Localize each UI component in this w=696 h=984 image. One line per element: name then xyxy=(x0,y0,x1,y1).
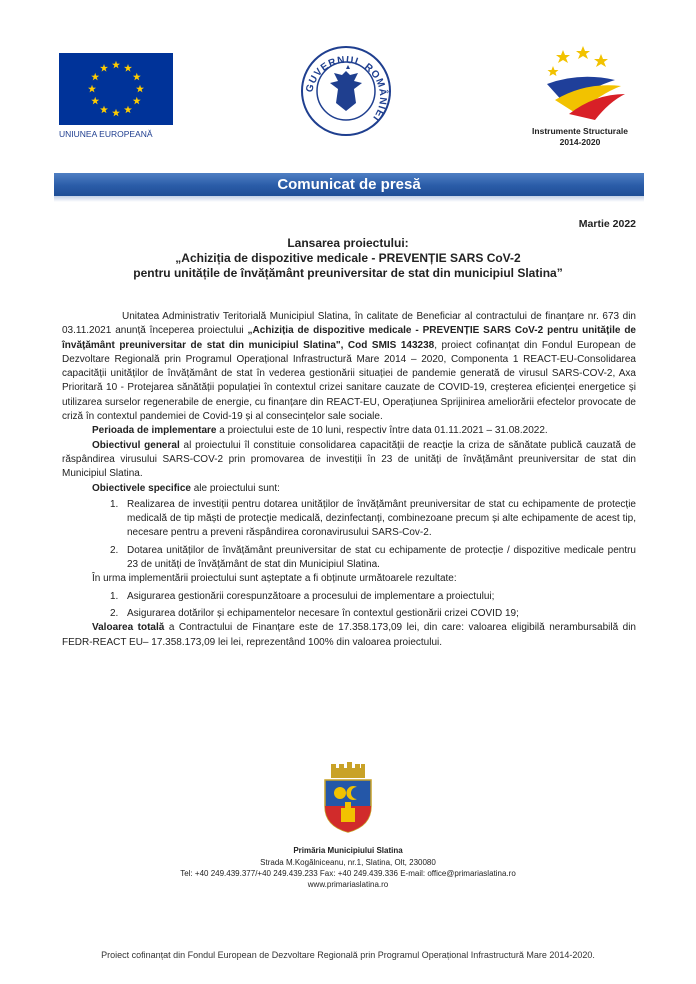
general-objective-label: Obiectivul general xyxy=(92,439,180,451)
list-number: 2. xyxy=(110,607,119,619)
objectives-list xyxy=(92,498,636,572)
title-line2: „Achiziția de dispozitive medicale - PREVENȚIE SARS CoV-2 xyxy=(175,251,521,265)
structural-instruments-icon xyxy=(525,42,635,122)
coat-of-arms-icon xyxy=(319,762,377,834)
project-name: „Achiziția de dispozitive medicale - PREVENȚIE SARS CoV-2 pentru unitățile de învățământ preuniversitar de stat din municipiul Slatina", Cod SMIS 143238 xyxy=(62,325,636,351)
results-list xyxy=(92,590,636,622)
cofinancing-note: Proiect cofinanțat din Fondul European de Dezvoltare Regională prin Programul Operațional Infrastructură Mare 2014-2020. xyxy=(101,950,595,960)
eu-logo xyxy=(57,53,175,145)
footer-website[interactable]: www.primariaslatina.ro xyxy=(307,880,389,889)
is-label-line2: 2014-2020 xyxy=(559,137,601,147)
list-item xyxy=(92,544,636,573)
list-text: Realizarea de investiții pentru dotarea unităților de învățământ preuniversitar de stat cu echipamente de protecție medicală de tip măști de protecție medicală, dezinfectanți, combinezoane precum și alte echipamente de acest tip, necesare pentru a preveni răspândirea coronavirusului SARS-Cov-2. xyxy=(127,498,636,539)
results-intro: În urma implementării proiectului sunt așteptate a fi obținute următoarele rezultate: xyxy=(92,573,457,585)
specific-objectives-paragraph xyxy=(62,482,636,496)
implementation-text: a proiectului este de 10 luni, respectiv între data 01.11.2021 – 31.08.2022. xyxy=(216,425,548,437)
gov-arc-text xyxy=(300,45,392,137)
implementation-paragraph xyxy=(62,424,636,438)
intro-text-a: Unitatea Administrativ Teritorială Municipiul Slatina, în calitate de Beneficiar al contractului de finanțare nr. 673 din 03.11.2021 anunță începerea proiectului xyxy=(62,311,636,337)
title-line1: Lansarea proiectului: xyxy=(287,236,409,250)
is-label-line1: Instrumente Structurale xyxy=(532,126,628,136)
body-text xyxy=(62,310,636,650)
intro-paragraph xyxy=(62,310,636,424)
svg-text:GUVERNUL ROMÂNIEI: GUVERNUL ROMÂNIEI xyxy=(304,54,389,124)
title-line3: pentru unitățile de învățământ preuniversitar de stat din municipiul Slatina” xyxy=(133,266,563,280)
general-objective-paragraph xyxy=(62,439,636,482)
total-value-text: a Contractului de Finanțare este de 17.358.173,09 lei, din care: valoarea eligibilă nerambursabilă din FEDR-REACT EU– 17.358.173,09 lei lei, reprezentând 100% din valoarea proiectului. xyxy=(62,622,636,648)
footer-name: Primăria Municipiului Slatina xyxy=(293,846,403,855)
is-logo xyxy=(525,42,635,152)
slatina-coat-of-arms xyxy=(319,762,377,834)
footer-contact: Tel: +40 249.439.377/+40 249.439.233 Fax: +40 249.439.336 E-mail: office@primariaslatina.ro xyxy=(180,869,516,878)
banner-shadow xyxy=(54,196,644,202)
total-value-paragraph xyxy=(62,621,636,650)
list-item xyxy=(92,607,636,621)
list-item xyxy=(92,498,636,541)
list-item xyxy=(92,590,636,604)
specific-objectives-text: ale proiectului sunt: xyxy=(190,482,280,494)
gov-logo xyxy=(300,45,392,137)
footer-address: Strada M.Kogălniceanu, nr.1, Slatina, Olt, 230080 xyxy=(260,858,436,867)
list-number: 1. xyxy=(110,590,119,602)
release-date: Martie 2022 xyxy=(578,218,636,230)
specific-objectives-label: Obiectivele specifice xyxy=(92,482,191,494)
list-text: Asigurarea gestionării corespunzătoare a procesului de implementare a proiectului; xyxy=(127,590,495,602)
eu-label: UNIUNEA EUROPEANĂ xyxy=(59,129,153,139)
press-release-banner: Comunicat de presă xyxy=(54,173,644,196)
list-number: 1. xyxy=(110,498,119,510)
list-text: Asigurarea dotărilor și echipamentelor necesare în contextul gestionării crizei COVID 19; xyxy=(127,607,519,619)
implementation-label: Perioada de implementare xyxy=(92,425,217,437)
total-value-label: Valoarea totală xyxy=(92,622,165,634)
intro-text-c: , proiect cofinanțat din Fondul European de Dezvoltare Regională prin Programul Operațional Infrastructură Mare 2014 – 2020, Componenta 1 REACT-EU-Consolidarea capacității unităților de învățământ de stat în vederea gestionării situației de pandemie generată de virusul SARS-COV-2, Axa Prioritară 10 - Protejarea sănătății populației în contextul crizei sanitare cauzate de COVID-19, creșterea eficienței energetice și utilizarea surselor regenerabile de energie, cu finanțare din REACT-EU, Operațiunea Sprijinirea ameliorării efectelor provocate de criză în contextul pandemiei de Covid-19 și al consecințelor sale sociale. xyxy=(62,339,636,423)
list-text: Dotarea unităților de învățământ preuniversitar de stat cu echipamente de protecție / dispozitive medicale pentru 23 de unități de învățământ de stat din Municipiul Slatina. xyxy=(127,544,636,571)
eu-flag-icon xyxy=(59,53,173,125)
list-number: 2. xyxy=(110,544,119,556)
general-objective-text: al proiectului îl constituie consolidarea capacității de reacție la criza de sănătate publică cauzată de răspândirea virusului SARS-COV-2 prin promovarea de investiții în 23 de unități de învățământ preuniversitar de stat din Municipiul Slatina. xyxy=(62,439,636,480)
